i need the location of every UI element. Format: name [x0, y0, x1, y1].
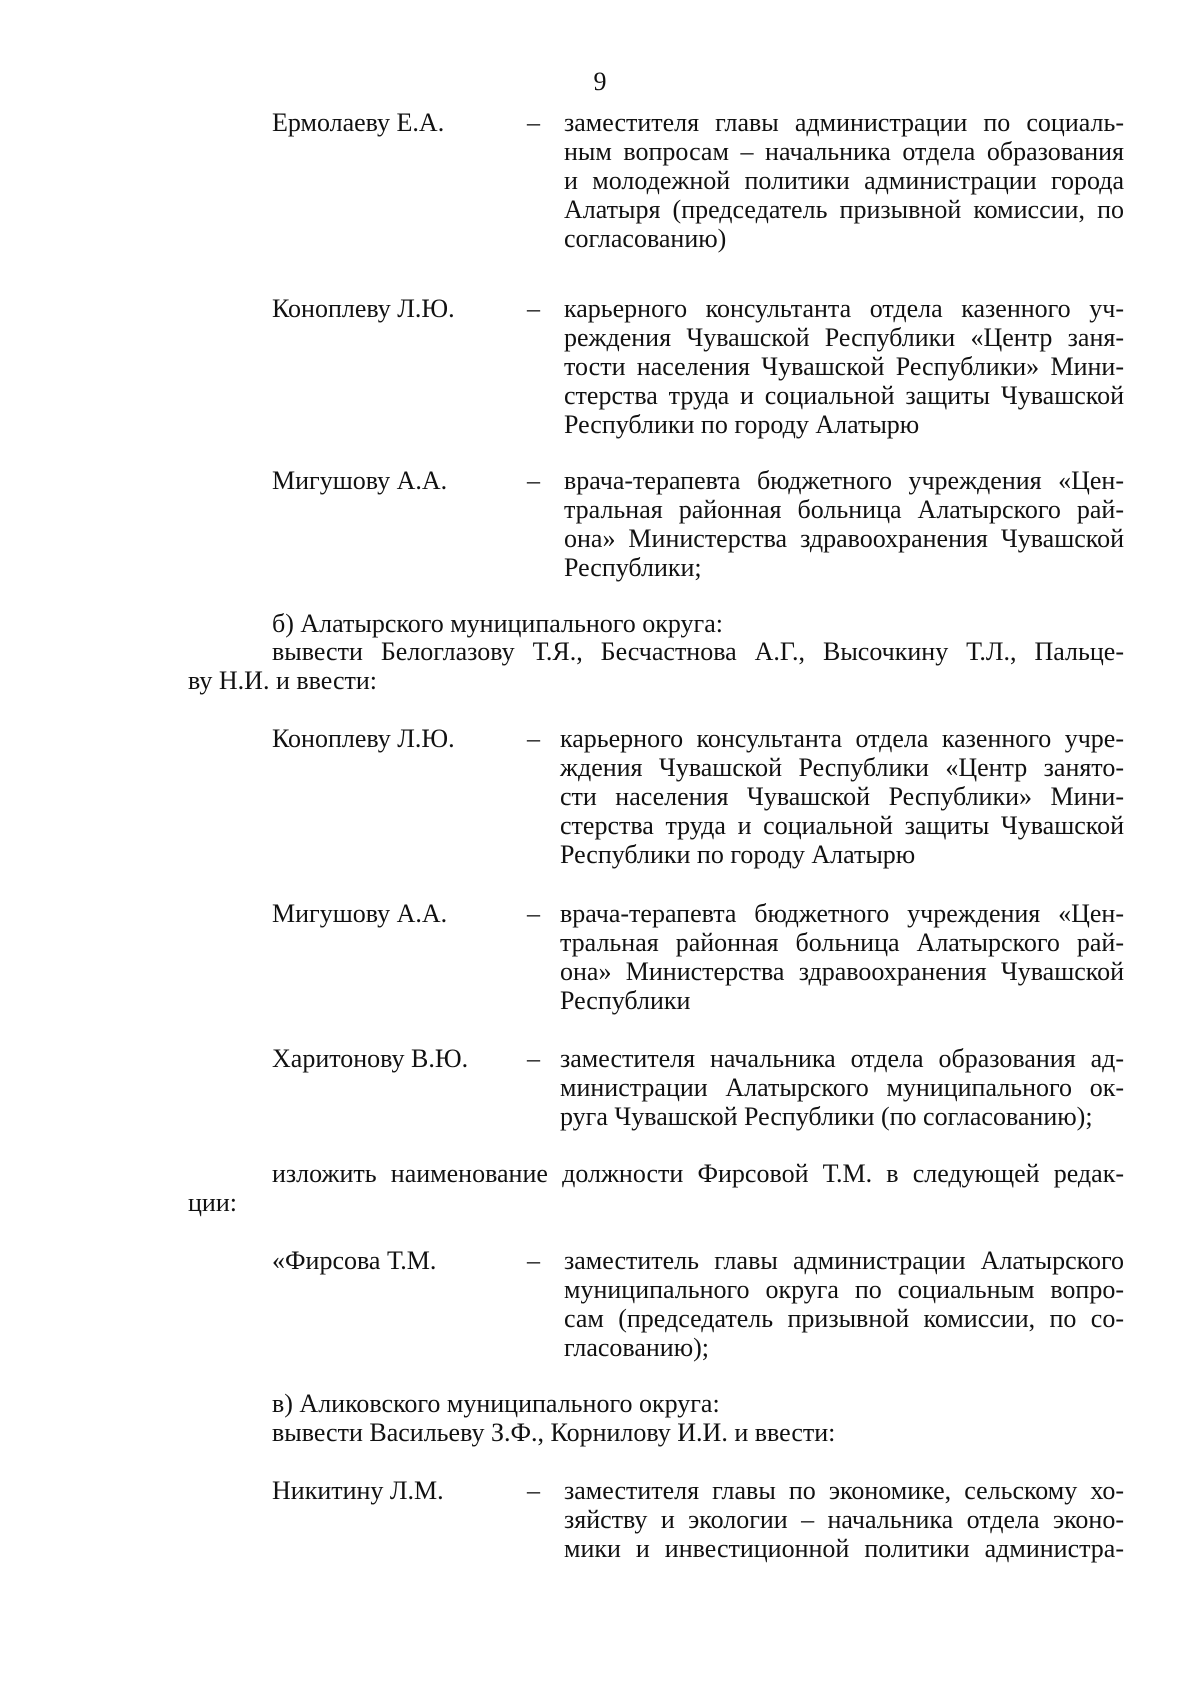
role-line: ным вопросам – начальника отдела образования: [564, 137, 1124, 166]
role-line: заместителя главы по экономике, сельскому хо-: [564, 1476, 1124, 1505]
role-line: врача-терапевта бюджетного учреждения «Цен-: [564, 466, 1124, 495]
role-line: стерства труда и социальной защиты Чувашской: [560, 811, 1124, 840]
member-role: [564, 1476, 1124, 1563]
member-role: [560, 1044, 1124, 1131]
page-number: 9: [593, 67, 607, 96]
role-line: карьерного консультанта отдела казенного учре-: [560, 724, 1124, 753]
paragraph-line: вывести Васильеву З.Ф., Корнилову И.И. и ввести:: [272, 1418, 836, 1447]
role-line: она» Министерства здравоохранения Чувашской: [564, 524, 1124, 553]
dash: –: [527, 1476, 540, 1505]
member-name: Коноплеву Л.Ю.: [272, 294, 455, 323]
dash: –: [527, 108, 540, 137]
paragraph-line: вывести Белоглазову Т.Я., Бесчастнова А.Г., Высочкину Т.Л., Пальце-: [272, 637, 1124, 666]
member-role: [560, 724, 1124, 869]
member-name: Мигушову А.А.: [272, 466, 448, 495]
role-line: тральная районная больница Алатырского рай-: [560, 928, 1124, 957]
role-line: она» Министерства здравоохранения Чувашской: [560, 957, 1124, 986]
member-name: Мигушову А.А.: [272, 899, 448, 928]
paragraph-line: ву Н.И. и ввести:: [188, 666, 377, 695]
member-role: [564, 294, 1124, 439]
role-line: заместитель главы администрации Алатырского: [564, 1246, 1124, 1275]
role-line: согласованию): [564, 224, 727, 253]
role-line: врача-терапевта бюджетного учреждения «Цен-: [560, 899, 1124, 928]
section-heading: в) Аликовского муниципального округа:: [272, 1389, 720, 1418]
member-role: [564, 466, 1124, 582]
role-line: мики и инвестиционной политики администра-: [564, 1534, 1124, 1563]
dash: –: [527, 1246, 540, 1275]
dash: –: [527, 899, 540, 928]
role-line: тости населения Чувашской Республики» Мини-: [564, 352, 1124, 381]
role-line: сам (председатель призывной комиссии, по со-: [564, 1304, 1124, 1333]
dash: –: [527, 724, 540, 753]
role-line: реждения Чувашской Республики «Центр заня-: [564, 323, 1124, 352]
dash: –: [527, 466, 540, 495]
member-role: [560, 899, 1124, 1015]
paragraph-line: ции:: [188, 1188, 237, 1217]
role-line: заместителя начальника отдела образования ад-: [560, 1044, 1124, 1073]
role-line: и молодежной политики администрации города: [564, 166, 1124, 195]
section-heading: б) Алатырского муниципального округа:: [272, 609, 723, 638]
dash: –: [527, 1044, 540, 1073]
role-line: Республики по городу Алатырю: [560, 840, 916, 869]
role-line: Республики по городу Алатырю: [564, 410, 920, 439]
role-line: Алатыря (председатель призывной комиссии, по: [564, 195, 1124, 224]
member-name: Никитину Л.М.: [272, 1476, 444, 1505]
member-role: [564, 108, 1124, 253]
role-line: заместителя главы администрации по социаль-: [564, 108, 1124, 137]
member-name: Харитонову В.Ю.: [272, 1044, 469, 1073]
member-name: Ермолаеву Е.А.: [272, 108, 445, 137]
role-line: Республики: [560, 986, 691, 1015]
role-line: министрации Алатырского муниципального ок-: [560, 1073, 1124, 1102]
role-line: сти населения Чувашской Республики» Мини-: [560, 782, 1124, 811]
role-line: зяйству и экологии – начальника отдела эконо-: [564, 1505, 1124, 1534]
role-line: руга Чувашской Республики (по согласованию);: [560, 1102, 1093, 1131]
paragraph-line: изложить наименование должности Фирсовой Т.М. в следующей редак-: [272, 1159, 1124, 1188]
role-line: ждения Чувашской Республики «Центр занято-: [560, 753, 1124, 782]
dash: –: [527, 294, 540, 323]
role-line: Республики;: [564, 553, 702, 582]
role-line: гласованию);: [564, 1333, 710, 1362]
role-line: стерства труда и социальной защиты Чувашской: [564, 381, 1124, 410]
role-line: тральная районная больница Алатырского рай-: [564, 495, 1124, 524]
member-role: [564, 1246, 1124, 1362]
role-line: карьерного консультанта отдела казенного уч-: [564, 294, 1124, 323]
member-name: «Фирсова Т.М.: [272, 1246, 437, 1275]
role-line: муниципального округа по социальным вопро-: [564, 1275, 1124, 1304]
member-name: Коноплеву Л.Ю.: [272, 724, 455, 753]
